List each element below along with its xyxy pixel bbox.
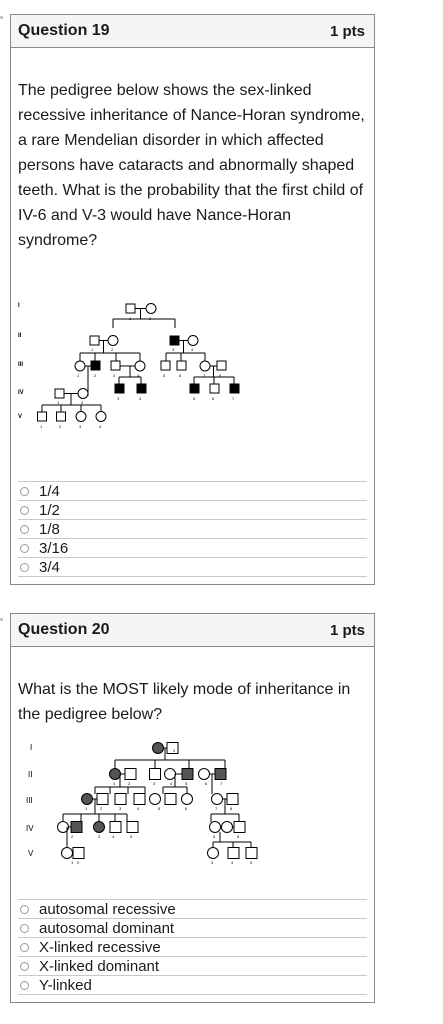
svg-text:5: 5	[250, 860, 253, 865]
svg-text:3: 3	[211, 860, 214, 865]
svg-text:3: 3	[113, 373, 116, 378]
svg-text:8: 8	[219, 373, 222, 378]
svg-text:3: 3	[172, 347, 175, 352]
svg-text:6: 6	[237, 834, 240, 839]
svg-text:3: 3	[117, 396, 120, 401]
answer-label: 1/4	[39, 482, 60, 500]
radio-button[interactable]	[20, 924, 29, 933]
svg-text:4: 4	[137, 373, 140, 378]
edge-marker	[0, 618, 3, 621]
radio-button[interactable]	[20, 563, 29, 572]
svg-text:6: 6	[205, 781, 208, 786]
svg-text:8: 8	[230, 806, 233, 811]
radio-button[interactable]	[20, 544, 29, 553]
answer-option[interactable]	[18, 937, 367, 956]
svg-text:7: 7	[203, 373, 206, 378]
question-20-card	[10, 613, 375, 1003]
svg-text:1: 1	[129, 316, 132, 321]
svg-text:7: 7	[220, 781, 223, 786]
answer-label: X-linked dominant	[39, 957, 160, 975]
svg-text:2: 2	[173, 748, 176, 753]
question-title: Question 20	[18, 621, 110, 638]
svg-text:5: 5	[130, 834, 133, 839]
generation-label: IV	[26, 824, 34, 833]
generation-label: II	[28, 770, 33, 779]
radio-button[interactable]	[20, 905, 29, 914]
svg-text:4: 4	[191, 347, 194, 352]
svg-text:3: 3	[153, 781, 156, 786]
svg-text:1: 1	[113, 781, 116, 786]
answer-label: autosomal recessive	[39, 900, 176, 918]
answer-label: 1/8	[39, 520, 60, 538]
answer-list	[18, 899, 367, 995]
answer-label: 3/16	[39, 539, 69, 557]
radio-button[interactable]	[20, 506, 29, 515]
svg-text:4: 4	[99, 424, 102, 429]
question-header	[11, 15, 374, 48]
answer-option[interactable]	[18, 538, 367, 557]
svg-text:1: 1	[85, 806, 88, 811]
radio-button[interactable]	[20, 943, 29, 952]
svg-text:2: 2	[59, 424, 62, 429]
answer-label: 1/2	[39, 501, 60, 519]
question-points: 1 pts	[329, 22, 365, 40]
svg-text:1: 1	[91, 347, 94, 352]
radio-button[interactable]	[20, 981, 29, 990]
svg-text:1: 1	[77, 373, 80, 378]
answer-option[interactable]	[18, 519, 367, 538]
svg-text:3: 3	[119, 806, 122, 811]
svg-text:3: 3	[79, 424, 82, 429]
generation-label: IV	[18, 390, 24, 396]
svg-text:4: 4	[170, 781, 173, 786]
answer-label: 3/4	[39, 558, 60, 576]
radio-button[interactable]	[20, 962, 29, 971]
svg-text:5: 5	[158, 806, 161, 811]
svg-text:5: 5	[193, 396, 196, 401]
answer-label: X-linked recessive	[39, 938, 161, 956]
svg-text:5: 5	[213, 834, 216, 839]
svg-text:2: 2	[149, 316, 152, 321]
question-19-card	[10, 14, 375, 585]
pedigree-chart	[15, 734, 265, 874]
svg-text:3: 3	[98, 834, 101, 839]
svg-text:4: 4	[112, 834, 115, 839]
edge-marker	[0, 16, 3, 19]
generation-label: V	[18, 414, 23, 420]
answer-option[interactable]	[18, 918, 367, 937]
generation-label: I	[18, 303, 20, 309]
answer-option[interactable]	[18, 557, 367, 577]
generation-label: III	[26, 796, 33, 805]
question-text: The pedigree below shows the sex-linked recessive inheritance of Nance-Horan syndrome, a rare Mendelian disorder in which affected persons have cataracts and abnormally shaped teeth. What is the probability that the first child of IV-6 and V-3 would have Nance-Horan syndrome?	[18, 82, 365, 249]
answer-label: autosomal dominant	[39, 919, 175, 937]
answer-option[interactable]	[18, 975, 367, 995]
svg-text:6: 6	[212, 396, 215, 401]
question-points: 1 pts	[329, 621, 365, 639]
svg-text:2: 2	[100, 806, 103, 811]
generation-label: V	[28, 849, 34, 858]
question-text: What is the MOST likely mode of inheritance in the pedigree below?	[18, 681, 351, 723]
svg-text:1: 1	[40, 424, 43, 429]
svg-text:4: 4	[137, 806, 140, 811]
svg-text:2: 2	[77, 860, 80, 865]
svg-text:6: 6	[185, 806, 188, 811]
radio-button[interactable]	[20, 487, 29, 496]
answer-option[interactable]	[18, 481, 367, 500]
generation-label: I	[30, 743, 33, 752]
pedigree-chart	[15, 297, 255, 447]
svg-text:6: 6	[179, 373, 182, 378]
radio-button[interactable]	[20, 525, 29, 534]
answer-list	[18, 481, 367, 577]
answer-option[interactable]	[18, 899, 367, 918]
svg-text:2: 2	[128, 781, 131, 786]
question-title: Question 19	[18, 22, 110, 39]
svg-text:1: 1	[71, 860, 74, 865]
answer-option[interactable]	[18, 500, 367, 519]
svg-text:1: 1	[57, 400, 60, 405]
svg-text:4: 4	[231, 860, 234, 865]
generation-label: III	[18, 362, 24, 368]
answer-label: Y-linked	[39, 976, 92, 994]
question-header	[11, 614, 374, 647]
svg-text:7: 7	[232, 396, 235, 401]
svg-text:7: 7	[215, 806, 218, 811]
svg-text:2: 2	[81, 400, 84, 405]
svg-text:4: 4	[139, 396, 142, 401]
svg-text:2: 2	[111, 347, 114, 352]
svg-text:5: 5	[163, 373, 166, 378]
answer-option[interactable]	[18, 956, 367, 975]
svg-text:2: 2	[94, 373, 97, 378]
generation-label: II	[18, 333, 22, 339]
svg-text:5: 5	[185, 781, 188, 786]
svg-text:2: 2	[71, 834, 74, 839]
